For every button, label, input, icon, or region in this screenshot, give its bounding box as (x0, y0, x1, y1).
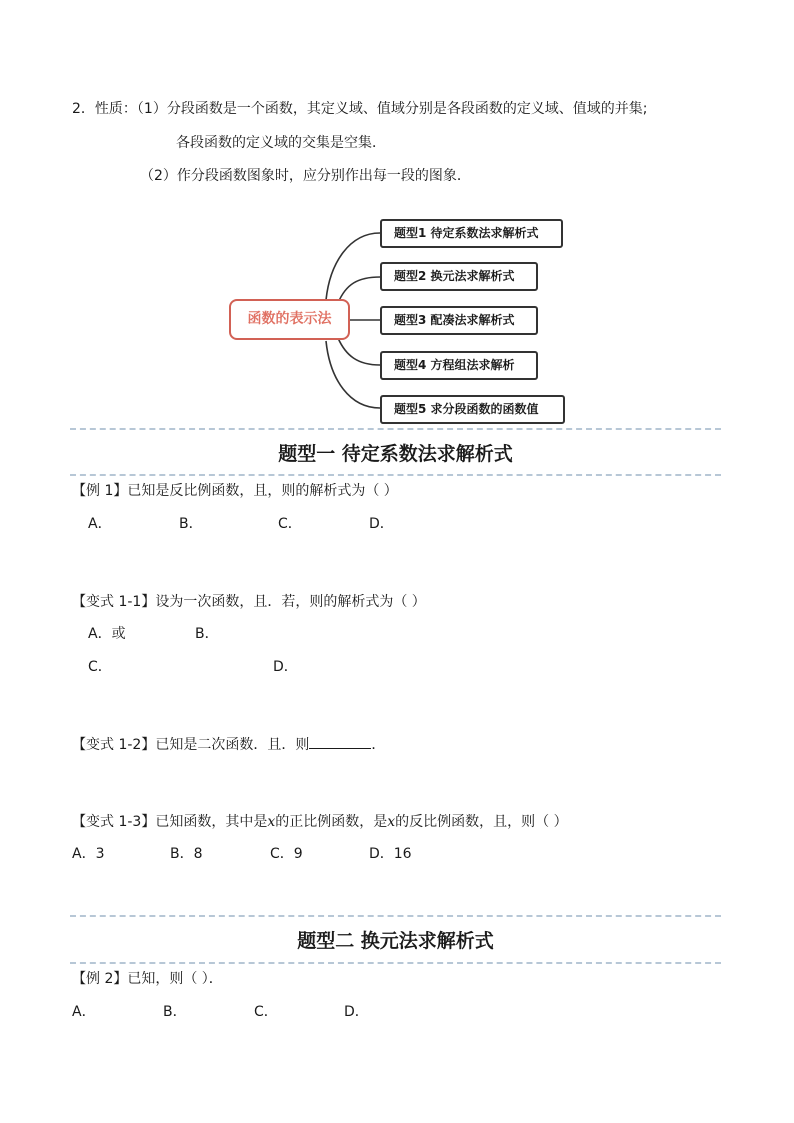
section1-title: 题型一 待定系数法求解析式 (278, 443, 513, 465)
section1-top-divider (70, 428, 721, 430)
example1-option-d: D． (369, 516, 394, 532)
example2-option-b: B． (163, 1004, 187, 1020)
property-line-2: 各段函数的定义域的交集是空集． (176, 135, 386, 151)
variable-x: x (267, 814, 276, 830)
variant1-3-option-a: A．3 (72, 846, 105, 862)
variant1-3-stem (72, 812, 568, 832)
variant1-3-stem-part3: 的反比例函数，且，则（ ） (395, 814, 568, 830)
branch-4 (338, 338, 380, 365)
example2-option-d: D． (344, 1004, 369, 1020)
variant1-1-option-b: B． (195, 626, 219, 642)
example2-option-c: C． (254, 1004, 278, 1020)
variant1-1-option-d: D． (273, 659, 298, 675)
section2-bottom-divider (70, 962, 721, 964)
variant1-2-stem (72, 734, 385, 755)
variant1-2-stem-text: 【变式 1-2】已知是二次函数．且．则 (72, 737, 310, 753)
variant1-3-stem-part2: 的正比例函数，是 (275, 814, 388, 830)
example1-option-c: C． (278, 516, 302, 532)
variant1-1-option-c: C． (88, 659, 112, 675)
variant1-3-option-d: D．16 (369, 846, 412, 862)
variant1-1-option-a: A．或 (88, 626, 126, 642)
mindmap-topic-3: 题型3 配凑法求解析式 (380, 306, 538, 335)
section2-title: 题型二 换元法求解析式 (297, 930, 494, 952)
mindmap-topic-1: 题型1 待定系数法求解析式 (380, 219, 563, 248)
section2-top-divider (70, 915, 721, 917)
branch-1 (326, 233, 380, 300)
mindmap-topic-5: 题型5 求分段函数的函数值 (380, 395, 565, 424)
example2-option-a: A． (72, 1004, 96, 1020)
property-line-1: 2．性质：（1）分段函数是一个函数，其定义域、值域分别是各段函数的定义域、值域的并集; (72, 101, 648, 117)
example2-stem: 【例 2】已知，则（ ）． (72, 971, 223, 987)
example1-option-a: A． (88, 516, 112, 532)
variant1-3-option-b: B．8 (170, 846, 203, 862)
branch-5 (326, 341, 380, 408)
variant1-3-option-c: C．9 (270, 846, 303, 862)
variant1-2-stem-end: ． (371, 737, 386, 753)
variant1-3-stem-part1: 【变式 1-3】已知函数，其中是 (72, 814, 268, 830)
section1-bottom-divider (70, 474, 721, 476)
mindmap-topic-2: 题型2 换元法求解析式 (380, 262, 538, 291)
variant1-1-stem: 【变式 1-1】设为一次函数，且．若，则的解析式为（ ） (72, 594, 426, 610)
answer-blank (309, 734, 371, 749)
example1-option-b: B． (179, 516, 203, 532)
mindmap-topic-4: 题型4 方程组法求解析 (380, 351, 538, 380)
mindmap-center-node: 函数的表示法 (229, 299, 350, 340)
property-line-3: （2）作分段函数图象时，应分别作出每一段的图象． (140, 168, 471, 184)
variable-x: x (387, 814, 396, 830)
example1-stem: 【例 1】已知是反比例函数，且，则的解析式为（ ） (72, 483, 398, 499)
